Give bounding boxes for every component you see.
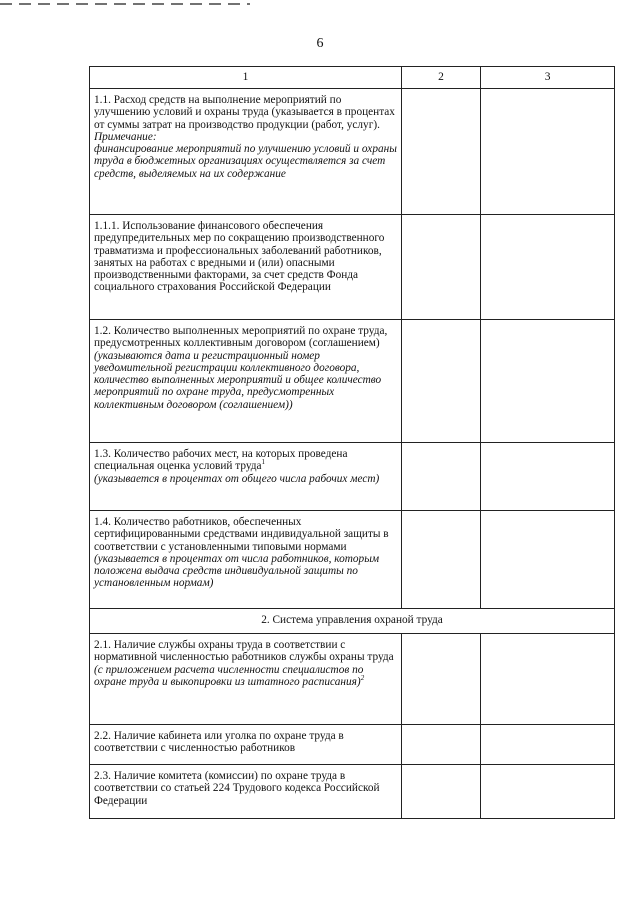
indicator-cell xyxy=(90,215,402,320)
value-cell-3[interactable] xyxy=(481,511,615,609)
indicator-cell xyxy=(90,320,402,443)
indicator-note: (указываются дата и регистрационный номер уведомительной регистрации коллективного договора, количество выполненных мероприятий и общее количество мероприятий по охране труда, предусмотренных коллективным договором (соглашением)) xyxy=(94,349,382,411)
value-cell-2[interactable] xyxy=(401,511,480,609)
indicator-text-wrap xyxy=(94,448,397,473)
table-row xyxy=(90,634,615,725)
indicator-cell xyxy=(90,89,402,215)
value-cell-3[interactable] xyxy=(481,443,615,511)
table-row xyxy=(90,320,615,443)
table-header-row xyxy=(90,67,615,89)
indicator-note-wrap xyxy=(94,664,397,689)
value-cell-2[interactable] xyxy=(401,634,480,725)
indicator-text: 1.4. Количество работников, обеспеченных сертифицированными средствами индивидуальной защиты в соответствии с установленными типовыми нормами xyxy=(94,516,389,553)
indicator-text: 1.2. Количество выполненных мероприятий по охране труда, предусмотренных коллективным договором (соглашением) xyxy=(94,325,388,350)
value-cell-3[interactable] xyxy=(481,89,615,215)
table-row xyxy=(90,443,615,511)
value-cell-3[interactable] xyxy=(481,765,615,819)
indicator-cell xyxy=(90,511,402,609)
table-row xyxy=(90,215,615,320)
table-row xyxy=(90,765,615,819)
value-cell-3[interactable] xyxy=(481,215,615,320)
page-number: 6 xyxy=(316,36,324,51)
value-cell-2[interactable] xyxy=(401,443,480,511)
value-cell-2[interactable] xyxy=(401,765,480,819)
indicator-text: 2.2. Наличие кабинета или уголка по охране труда в соответствии с численностью работников xyxy=(94,730,344,755)
value-cell-2[interactable] xyxy=(401,215,480,320)
column-header-1: 1 xyxy=(90,67,402,89)
table-row xyxy=(90,725,615,765)
section-header-row xyxy=(90,609,615,634)
value-cell-3[interactable] xyxy=(481,320,615,443)
value-cell-3[interactable] xyxy=(481,725,615,765)
footnote-mark: 2 xyxy=(360,674,365,683)
value-cell-2[interactable] xyxy=(401,320,480,443)
indicator-note: (указывается в процентах от числа работников, которым положена выдача средств индивидуальной защиты по установленным нормам) xyxy=(94,552,380,590)
value-cell-3[interactable] xyxy=(481,634,615,725)
indicator-cell xyxy=(90,725,402,765)
value-cell-2[interactable] xyxy=(401,725,480,765)
footnote-mark: 1 xyxy=(261,458,266,467)
indicator-note: (с приложением расчета численности специалистов по охране труда и выкопировки из штатного расписания) xyxy=(94,663,364,688)
indicator-note: (указывается в процентах от общего числа рабочих мест) xyxy=(94,472,380,485)
indicator-text: 2.3. Наличие комитета (комиссии) по охране труда в соответствии со статьей 224 Трудового кодекса Российской Федерации xyxy=(94,770,380,807)
section-title: 2. Система управления охраной труда xyxy=(90,609,615,634)
table-row xyxy=(90,511,615,609)
column-header-2: 2 xyxy=(401,67,480,89)
note-label: Примечание: xyxy=(94,130,157,143)
indicator-text: 1.3. Количество рабочих мест, на которых проведена специальная оценка условий труда xyxy=(94,448,348,473)
top-dashed-line xyxy=(0,2,640,6)
indicator-note: финансирование мероприятий по улучшению условий и охраны труда в бюджетных организациях осуществляется за счет средств, выделяемых на их содержание xyxy=(94,143,397,180)
indicator-cell xyxy=(90,634,402,725)
indicator-cell xyxy=(90,765,402,819)
indicator-text: 2.1. Наличие службы охраны труда в соответствии с нормативной численностью работников службы охраны труда xyxy=(94,639,394,664)
indicator-cell xyxy=(90,443,402,511)
indicator-text: 1.1.1. Использование финансового обеспечения предупредительных мер по сокращению производственного травматизма и профессиональных заболеваний работников, занятых на работах с вредными и (или) опасными производственными факторами, за счет средств Фонда социального страхования Российской Федерации xyxy=(94,220,385,294)
indicator-text: 1.1. Расход средств на выполнение мероприятий по улучшению условий и охраны труда (указывается в процентах от суммы затрат на производство продукции (работ, услуг). xyxy=(94,94,395,131)
table-row xyxy=(90,89,615,215)
report-table xyxy=(89,66,615,819)
column-header-3: 3 xyxy=(481,67,615,89)
value-cell-2[interactable] xyxy=(401,89,480,215)
